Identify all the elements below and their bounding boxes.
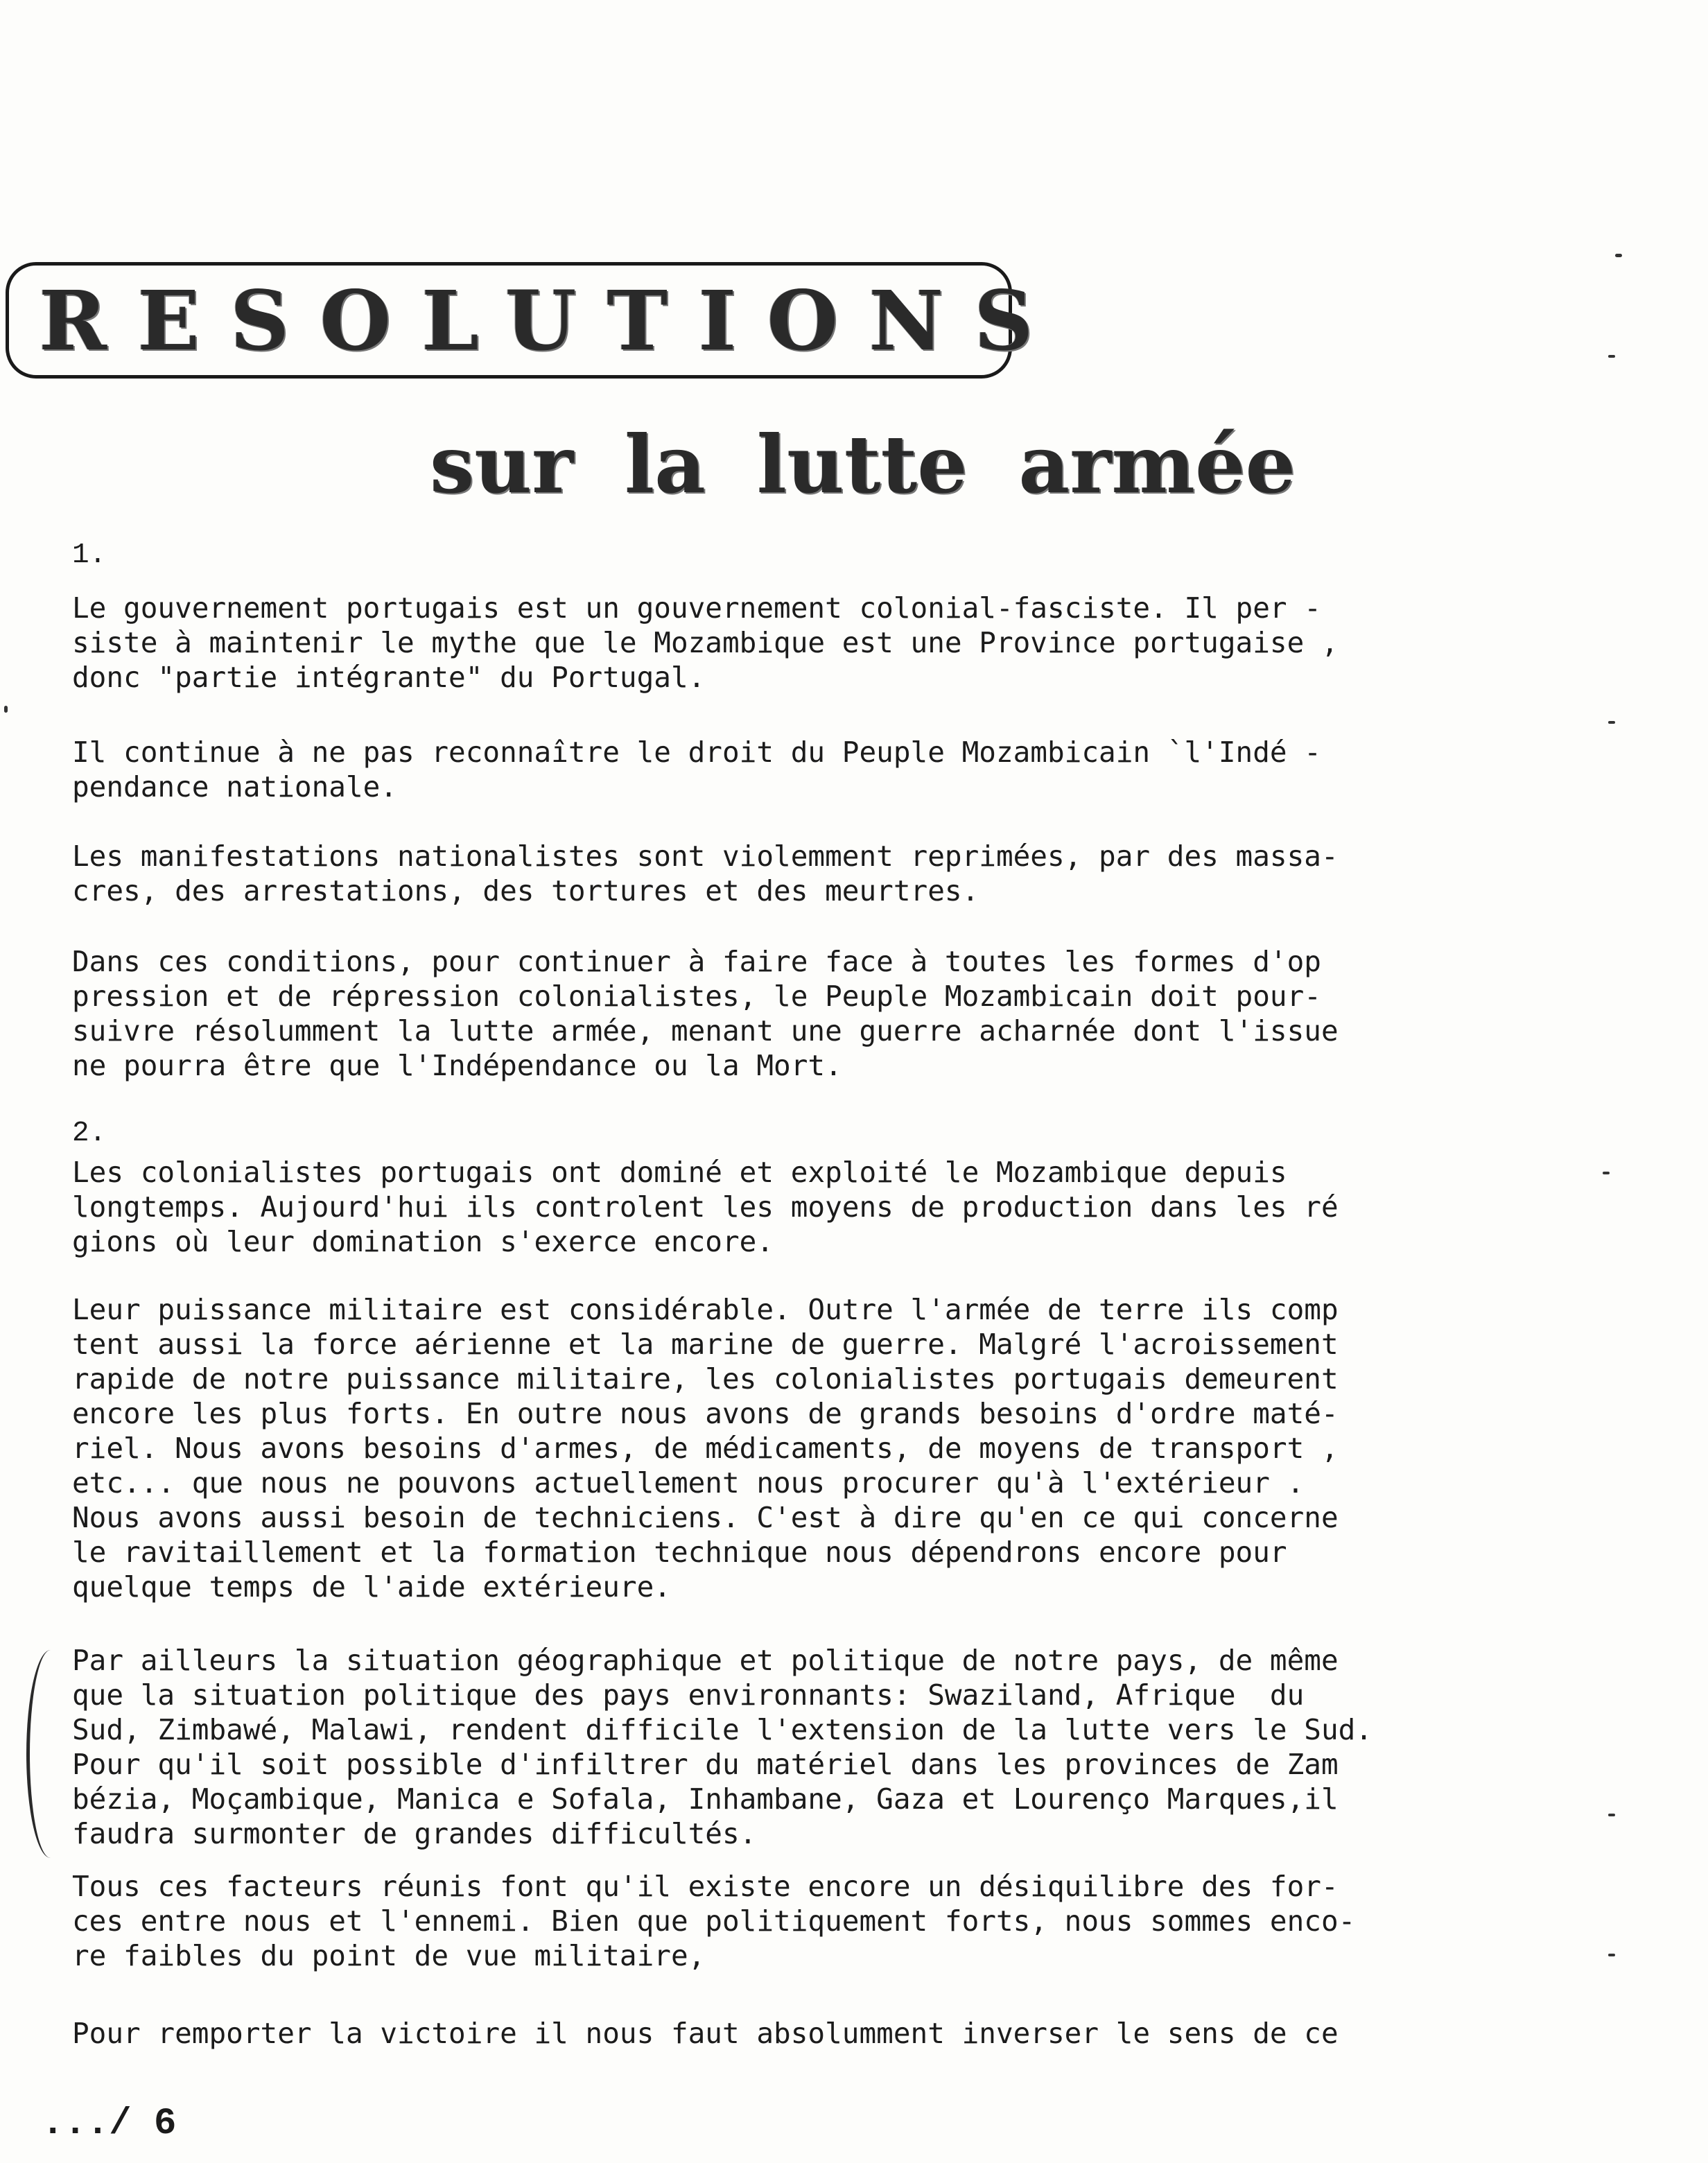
paragraph: Les colonialistes portugais ont dominé et exploité le Mozambique depuis longtemps. Aujourd'hui ils controlent les moyens de production dans les ré gions où leur domination s'exerce encore.: [72, 1156, 1339, 1258]
section-number: 2.: [72, 1118, 107, 1149]
ink-mark: [1615, 254, 1622, 257]
paragraph: Les manifestations nationalistes sont violemment reprimées, par des massa- cres, des arrestations, des tortures et des meurtres.: [72, 840, 1339, 907]
ink-mark: [1608, 721, 1615, 724]
paragraph: Tous ces facteurs réunis font qu'il existe encore un désiquilibre des for- ces entre nous et l'ennemi. Bien que politiquement forts, nous sommes enco- re faibles du point de vue militaire,: [72, 1870, 1356, 1972]
paragraph: Il continue à ne pas reconnaître le droit du Peuple Mozambicain `l'Indé - pendance nationale.: [72, 736, 1321, 803]
section-number: 1.: [72, 539, 107, 571]
ink-mark: [1608, 1814, 1615, 1816]
ink-mark: [1603, 1172, 1610, 1174]
paragraph: Dans ces conditions, pour continuer à faire face à toutes les formes d'op pression et de répression colonialistes, le Peuple Mozambicain doit pour- suivre résolumment la lutte armée, menant une guerre acharnée dont l'issue ne pourra être que l'Indépendance ou la Mort.: [72, 945, 1339, 1082]
ink-mark: [1608, 355, 1615, 358]
paragraph: Leur puissance militaire est considérable. Outre l'armée de terre ils comp tent aussi la force aérienne et la marine de guerre. Malgré l'acroissement rapide de notre puissance militaire, les colonialistes portugais demeurent encore les plus forts. En outre nous avons de grands besoins d'ordre maté- riel. Nous avons besoins d'armes, de médicaments, de moyens de transport , etc... que nous ne pouvons actuellement nous procurer qu'à l'extérieur . Nous avons aussi besoin de techniciens. C'est à dire qu'en ce qui concerne le ravitaillement et la formation technique nous dépendrons encore pour quelque temps de l'aide extérieure.: [72, 1293, 1339, 1604]
paragraph: Par ailleurs la situation géographique et politique de notre pays, de même que la situation politique des pays environnants: Swaziland, Afrique du Sud, Zimbawé, Malawi, rendent difficile l'extension de la lutte vers le Sud. Pour qu'il soit possible d'infiltrer du matériel dans les provinces de Zam bézia, Moçambique, Manica e Sofala, Inhambane, Gaza et Lourenço Marques,il faudra surmonter de grandes difficultés.: [72, 1644, 1372, 1850]
page-continuation-marker: .../ 6: [42, 2103, 177, 2145]
page-title: RESOLUTIONS: [39, 272, 1064, 369]
margin-bracket: [26, 1650, 75, 1858]
paragraph: Le gouvernement portugais est un gouvernement colonial-fasciste. Il per - siste à maintenir le mythe que le Mozambique est une Province portugaise , donc "partie intégrante" du Portugal.: [72, 591, 1339, 694]
ink-mark: [4, 706, 8, 713]
paragraph: Pour remporter la victoire il nous faut absolumment inverser le sens de ce: [72, 2017, 1339, 2050]
page-subtitle: sur la lutte armée: [430, 418, 1296, 511]
ink-mark: [1608, 1954, 1615, 1956]
